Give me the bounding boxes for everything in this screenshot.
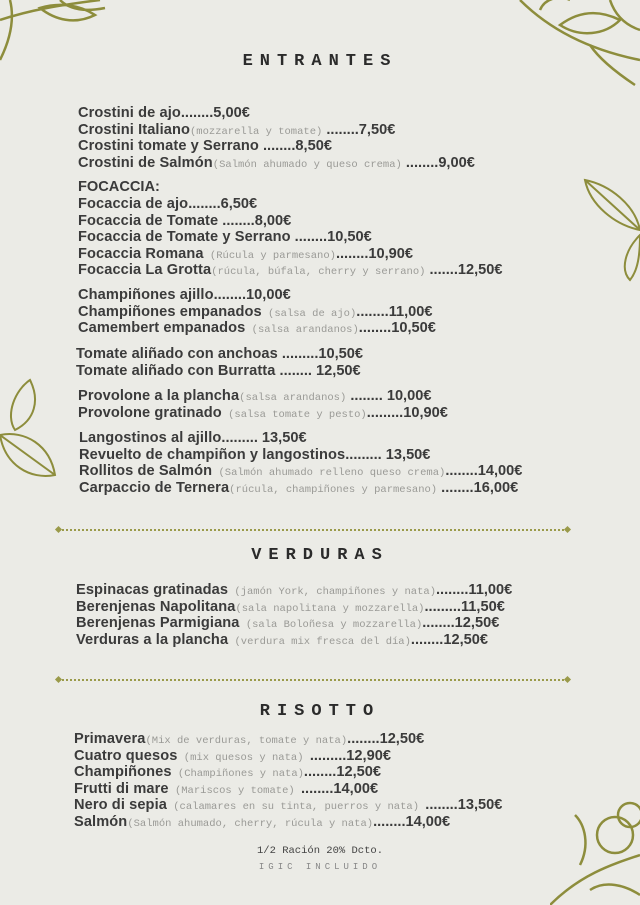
menu-group: [78, 105, 475, 171]
item-name: Verduras a la plancha: [76, 631, 229, 648]
item-price: ........14,00€: [373, 813, 451, 830]
item-name: Focaccia de Tomate: [78, 212, 219, 229]
item-description: (sala napolitana y mozzarella): [235, 602, 425, 615]
menu-group: [78, 388, 448, 421]
item-name: Crostini de Salmón: [78, 154, 213, 171]
item-price: ........7,50€: [322, 121, 396, 138]
menu-item: [74, 781, 502, 798]
menu-item: [74, 764, 502, 781]
menu-item: [78, 287, 436, 304]
menu-group: [74, 731, 502, 831]
basil-leaf-left-icon: [0, 375, 60, 490]
item-price: ........12,50€: [422, 615, 500, 632]
menu-group: [78, 179, 503, 279]
menu-group: [76, 346, 363, 379]
item-price: ........11,00€: [356, 303, 433, 320]
menu-group: [79, 430, 522, 496]
item-name: Tomate aliñado con anchoas: [76, 346, 278, 362]
item-name: Langostinos al ajillo: [79, 430, 222, 446]
menu-item: [78, 262, 503, 279]
item-price: .........12,90€: [309, 747, 391, 764]
item-price: ........12,50€: [410, 631, 488, 648]
section-divider: [58, 529, 568, 531]
section-title-verduras: VERDURAS: [251, 546, 389, 565]
item-description: (calamares en su tinta, puerros y nata): [166, 801, 426, 814]
item-name: Crostini de ajo: [78, 105, 181, 121]
item-price: ........10,50€: [290, 229, 372, 246]
item-price: ........10,90€: [335, 245, 414, 262]
section-title-entrantes: ENTRANTES: [242, 52, 398, 71]
item-price: ........10,50€: [358, 320, 436, 337]
item-name: Focaccia Romana: [78, 245, 204, 262]
item-price: ........8,00€: [218, 212, 292, 229]
item-name: Berenjenas Parmigiana: [76, 615, 240, 632]
menu-item: [78, 196, 503, 213]
menu-item: [78, 122, 475, 139]
item-price: ......... 13,50€: [345, 446, 431, 463]
menu-item: [79, 447, 522, 464]
item-name: Tomate aliñado con Burratta: [76, 362, 276, 379]
item-name: Provolone gratinado: [78, 404, 222, 421]
menu-item: [74, 814, 502, 831]
item-price: ........9,00€: [401, 154, 475, 171]
item-description: (rúcula, búfala, cherry y serrano): [211, 266, 426, 279]
item-price: ........14,00€: [300, 780, 379, 797]
menu-group: [78, 287, 436, 337]
item-price: ........5,00€: [180, 105, 250, 121]
menu-item: [78, 138, 475, 155]
item-description: (salsa tomate y pesto): [221, 408, 367, 421]
item-price: ........14,00€: [445, 463, 523, 480]
item-price: .........10,50€: [277, 346, 364, 362]
item-name: Espinacas gratinadas: [76, 582, 229, 598]
menu-item: [79, 480, 522, 497]
item-description: (Mariscos y tomate): [168, 784, 301, 797]
item-description: (jamón York, champiñones y nata): [228, 586, 436, 598]
item-name: Cuatro quesos: [74, 747, 178, 764]
item-name: Berenjenas Napolitana: [76, 598, 236, 615]
menu-item: [78, 155, 475, 172]
olive-branch-top-right-icon: [510, 0, 640, 90]
menu-item: [76, 346, 363, 363]
item-description: (salsa de ajo): [261, 307, 357, 320]
item-price: ........6,50€: [188, 196, 258, 212]
item-description: (Mix de verduras, tomate y nata): [145, 735, 348, 747]
item-name: Primavera: [74, 731, 146, 747]
item-description: (mix quesos y nata): [177, 751, 310, 764]
menu-item: [78, 213, 503, 230]
item-name: Crostini Italiano: [78, 121, 190, 138]
item-name: Camembert empanados: [78, 320, 246, 337]
item-price: .........11,50€: [424, 598, 505, 615]
tax-note: IGIC INCLUIDO: [258, 862, 382, 872]
item-name: Rollitos de Salmón: [79, 463, 213, 480]
item-price: ......... 13,50€: [221, 430, 307, 446]
item-name: Salmón: [74, 813, 128, 830]
menu-item: [78, 246, 503, 263]
menu-item: [78, 105, 475, 122]
item-name: Provolone a la plancha: [78, 388, 240, 404]
menu-item: [79, 430, 522, 447]
item-name: Focaccia de Tomate y Serrano: [78, 229, 291, 246]
item-description: (rúcula, champiñones y parmesano): [229, 483, 438, 496]
item-price: ........13,50€: [425, 797, 503, 814]
item-price: .......12,50€: [425, 262, 503, 279]
item-description: (Champiñones y nata): [171, 768, 304, 781]
item-description: (salsa arandanos): [239, 392, 347, 404]
item-price: ........8,50€: [258, 138, 332, 155]
menu-item: [76, 582, 512, 599]
menu-item: [76, 632, 512, 649]
item-name: Carpaccio de Ternera: [79, 479, 230, 496]
item-price: ........10,00€: [213, 287, 291, 303]
basil-leaf-right-icon: [580, 175, 640, 285]
section-title-risotto: RISOTTO: [259, 702, 381, 721]
menu-item: [78, 405, 448, 422]
menu-group: [76, 582, 512, 648]
menu-item: [78, 229, 503, 246]
menu-item: [76, 363, 363, 380]
menu-item: [76, 599, 512, 616]
menu-item: [74, 748, 502, 765]
menu-item: [78, 304, 436, 321]
menu-item: [76, 615, 512, 632]
item-name: Champiñones empanados: [78, 303, 262, 320]
item-price: ........ 10,00€: [346, 388, 432, 404]
item-description: (verdura mix fresca del día): [228, 635, 411, 648]
item-name: Focaccia La Grotta: [78, 262, 212, 279]
section-divider: [58, 679, 568, 681]
item-description: (mozzarella y tomate): [189, 125, 323, 138]
menu-item: [78, 320, 436, 337]
item-name: Focaccia de ajo: [78, 196, 189, 212]
item-description: (sala Boloñesa y mozzarella): [239, 619, 423, 632]
item-price: .........10,90€: [366, 404, 448, 421]
item-name: Nero di sepia: [74, 797, 167, 814]
item-description: (Salmón ahumado, cherry, rúcula y nata): [127, 817, 374, 830]
item-name: Crostini tomate y Serrano: [78, 138, 259, 155]
item-price: ........16,00€: [437, 479, 519, 496]
item-price: ........12,50€: [347, 731, 425, 747]
item-name: Champiñones ajillo: [78, 287, 214, 303]
item-price: ........11,00€: [436, 582, 513, 598]
subsection-heading: FOCACCIA:: [78, 179, 160, 195]
menu-item: [74, 731, 502, 748]
item-description: (Salmón ahumado y queso crema): [212, 158, 402, 171]
item-description: (Rúcula y parmesano): [203, 249, 336, 262]
item-name: Frutti di mare: [74, 780, 169, 797]
menu-item: [79, 463, 522, 480]
item-price: ........12,50€: [303, 764, 381, 781]
item-description: (salsa arandanos): [245, 324, 359, 337]
menu-item: [74, 797, 502, 814]
item-name: Champiñones: [74, 764, 172, 781]
half-portion-note: 1/2 Ración 20% Dcto.: [256, 845, 384, 857]
item-description: (Salmón ahumado relleno queso crema): [212, 467, 446, 480]
menu-item: [78, 388, 448, 405]
item-price: ........ 12,50€: [275, 362, 361, 379]
item-name: Revuelto de champiñon y langostinos: [79, 446, 346, 463]
